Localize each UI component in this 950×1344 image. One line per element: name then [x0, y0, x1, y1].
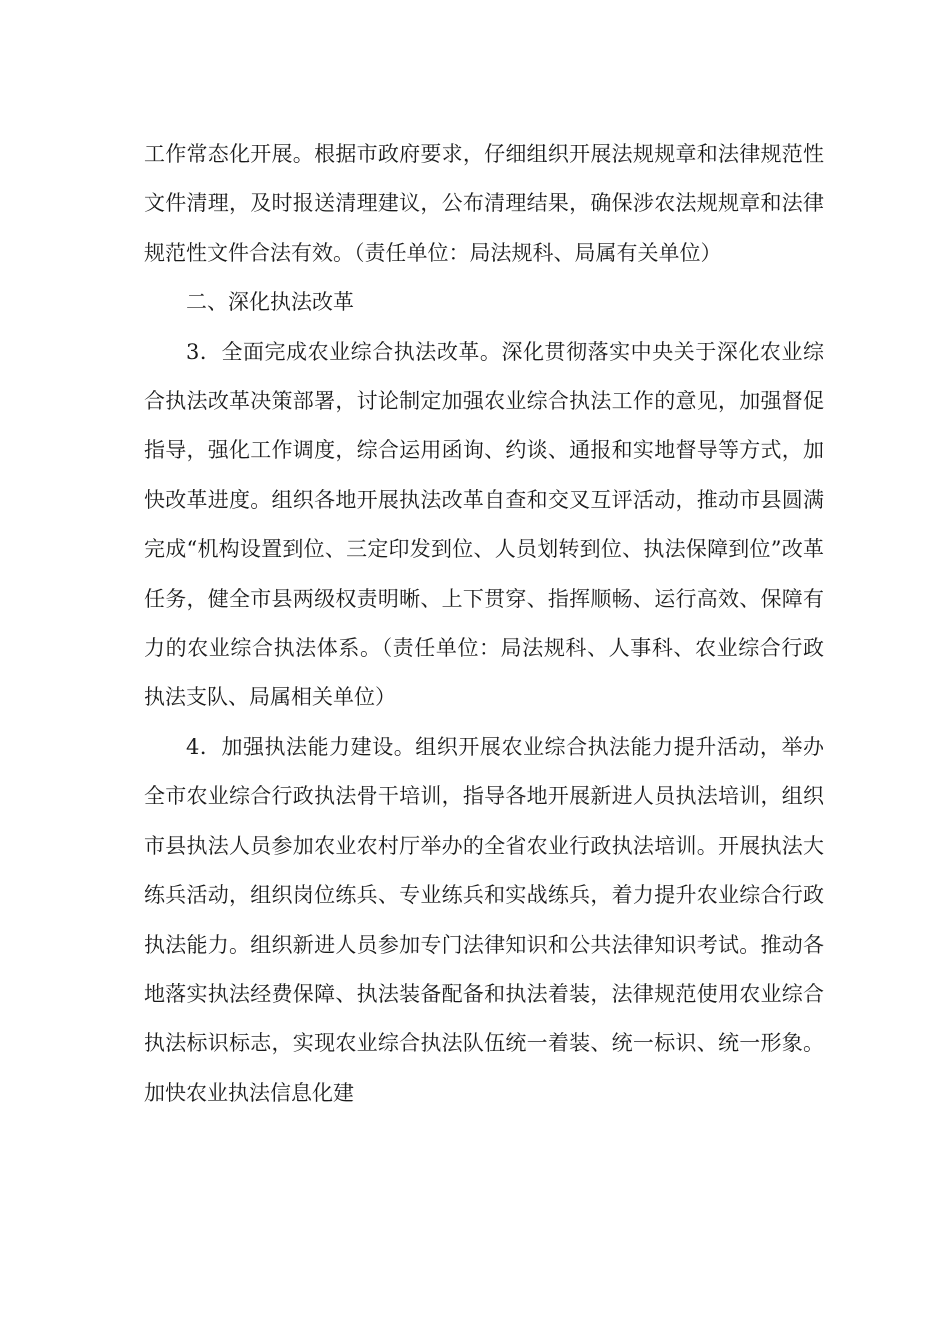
- paragraph-item-4: 4．加强执法能力建设。组织开展农业综合执法能力提升活动，举办全市农业综合行政执法骨干培训，指导各地开展新进人员执法培训，组织市县执法人员参加农业农村厅举办的全省农业行政执法培训。开展执法大练兵活动，组织岗位练兵、专业练兵和实战练兵，着力提升农业综合行政执法能力。组织新进人员参加专门法律知识和公共法律知识考试。推动各地落实执法经费保障、执法装备配备和执法着装，法律规范使用农业综合执法标识标志，实现农业综合执法队伍统一着装、统一标识、统一形象。加快农业执法信息化建: [144, 734, 824, 1105]
- document-body: [144, 130, 824, 1118]
- section-heading: 二、深化执法改革: [186, 290, 354, 315]
- paragraph-continuation: 工作常态化开展。根据市政府要求，仔细组织开展法规规章和法律规范性文件清理，及时报送清理建议，公布清理结果，确保涉农法规规章和法律规范性文件合法有效。（责任单位：局法规科、局属有关单位）: [144, 142, 824, 265]
- paragraph-item-3: 3．全面完成农业综合执法改革。深化贯彻落实中央关于深化农业综合执法改革决策部署，讨论制定加强农业综合执法工作的意见，加强督促指导，强化工作调度，综合运用函询、约谈、通报和实地督导等方式，加快改革进度。组织各地开展执法改革自查和交叉互评活动，推动市县圆满完成“机构设置到位、三定印发到位、人员划转到位、执法保障到位”改革任务，健全市县两级权责明晰、上下贯穿、指挥顺畅、运行高效、保障有力的农业综合执法体系。（责任单位：局法规科、人事科、农业综合行政执法支队、局属相关单位）: [144, 339, 824, 710]
